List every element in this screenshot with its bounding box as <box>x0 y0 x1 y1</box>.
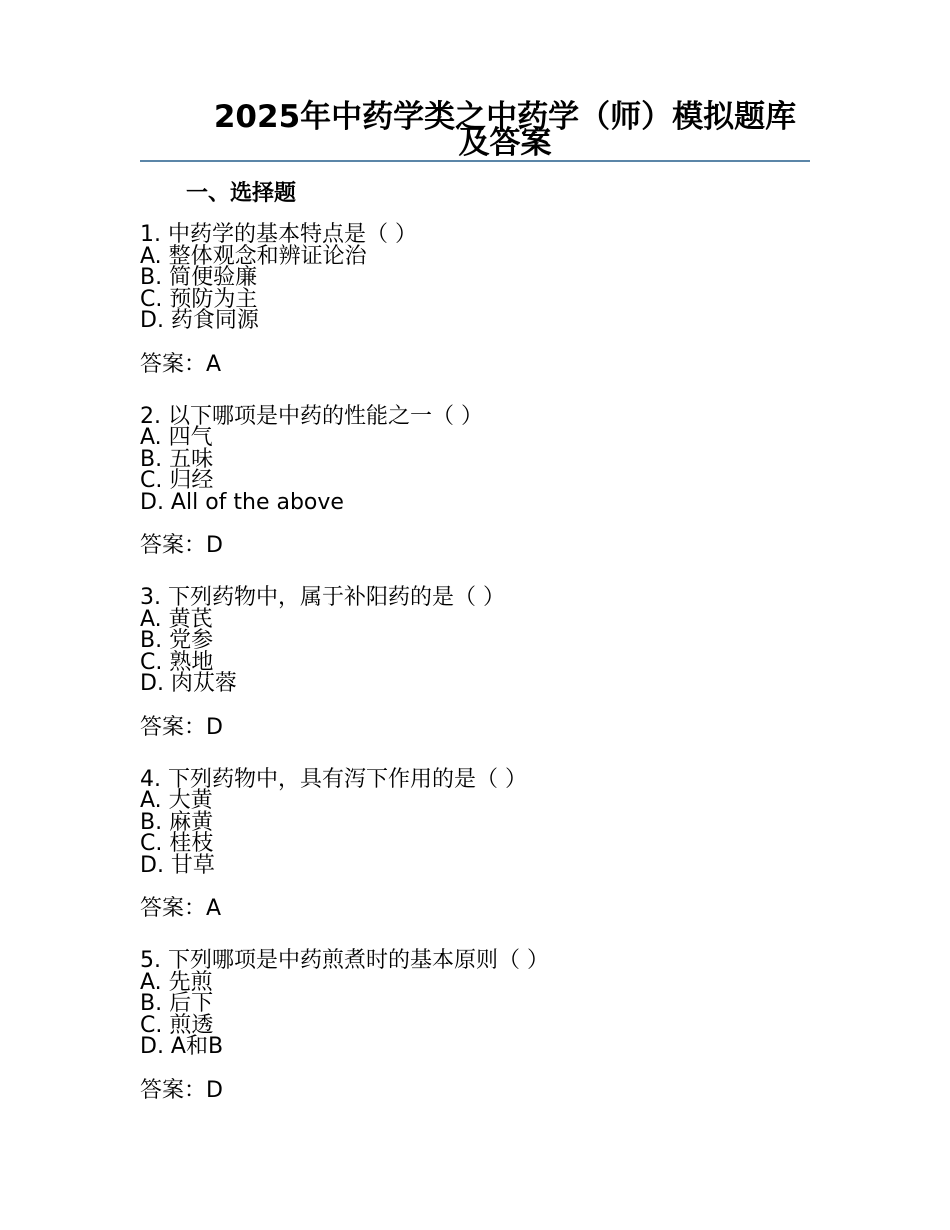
answer-line: 答案：D <box>140 1077 223 1103</box>
section-heading: 一、选择题 <box>186 181 297 206</box>
option-a: A. 黄芪 <box>140 606 213 632</box>
option-a: A. 大黄 <box>140 788 213 813</box>
answer-line: 答案：A <box>140 896 222 921</box>
question-2 <box>140 403 820 574</box>
option-c: C. 预防为主 <box>140 286 258 312</box>
option-d: D. 甘草 <box>140 852 215 878</box>
option-list <box>140 427 820 513</box>
question-3 <box>140 587 820 755</box>
question-stem: 4. 下列药物中，具有泻下作用的是（ ） <box>140 766 527 792</box>
option-b: B. 党参 <box>140 628 214 653</box>
option-a: A. 先煎 <box>140 969 213 995</box>
option-d: D. 肉苁蓉 <box>140 671 237 696</box>
title-divider <box>140 160 810 162</box>
answer-line: 答案：D <box>140 714 223 740</box>
option-b: B. 麻黄 <box>140 809 214 835</box>
option-c: C. 熟地 <box>140 649 214 675</box>
answer-line: 答案：D <box>140 533 223 558</box>
option-c: C. 归经 <box>140 468 214 493</box>
option-d: D. All of the above <box>140 489 344 515</box>
option-list <box>140 606 820 696</box>
option-list <box>140 790 820 876</box>
question-stem: 2. 以下哪项是中药的性能之一（ ） <box>140 403 483 429</box>
option-d: D. 药食同源 <box>140 308 259 333</box>
question-stem: 3. 下列药物中，属于补阳药的是（ ） <box>140 585 505 610</box>
question-5 <box>140 950 820 1118</box>
option-a: A. 整体观念和辨证论治 <box>140 243 367 269</box>
document-title: 2025年中药学类之中药学（师）模拟题库及答案 <box>213 99 797 161</box>
option-b: B. 后下 <box>140 991 214 1016</box>
question-stem: 1. 中药学的基本特点是（ ） <box>140 222 417 247</box>
option-list <box>140 969 820 1059</box>
option-list <box>140 243 820 333</box>
option-c: C. 煎透 <box>140 1012 214 1038</box>
option-d: D. A和B <box>140 1034 224 1059</box>
question-list <box>140 224 820 1132</box>
question-1 <box>140 224 820 392</box>
option-a: A. 四气 <box>140 425 213 450</box>
question-4 <box>140 766 820 937</box>
option-c: C. 桂枝 <box>140 831 214 856</box>
answer-line: 答案：A <box>140 351 222 377</box>
option-b: B. 五味 <box>140 446 214 472</box>
question-stem: 5. 下列哪项是中药煎煮时的基本原则（ ） <box>140 948 549 973</box>
option-b: B. 简便验廉 <box>140 265 258 290</box>
